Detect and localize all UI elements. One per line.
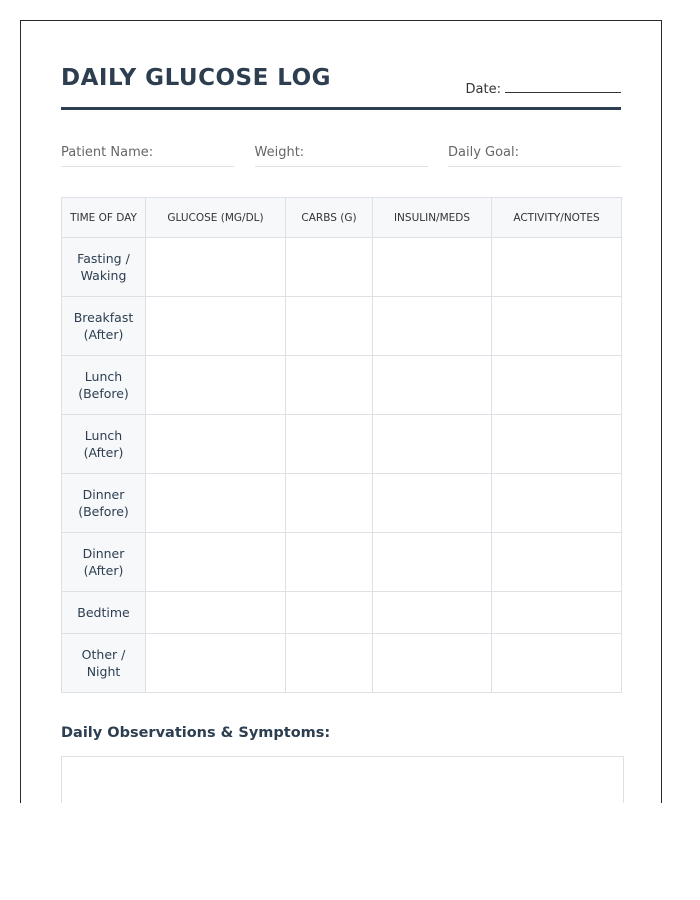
table-row	[62, 356, 622, 415]
column-header-insulin-meds: INSULIN/MEDS	[373, 198, 492, 238]
column-header-time-of-day: TIME OF DAY	[62, 198, 146, 238]
row-label-fasting-waking	[62, 238, 146, 297]
carbs-cell[interactable]	[286, 592, 373, 634]
insulin-meds-cell[interactable]	[373, 356, 492, 415]
row-label-line1: Lunch	[84, 369, 123, 384]
observations-title: Daily Observations & Symptoms:	[61, 725, 331, 741]
row-label-line1: Dinner	[82, 487, 125, 502]
row-label-lunch-after	[62, 415, 146, 474]
activity-notes-cell[interactable]	[492, 297, 622, 356]
row-label-dinner-after	[62, 533, 146, 592]
activity-notes-cell[interactable]	[492, 533, 622, 592]
row-label-line1: Dinner	[82, 546, 125, 561]
row-label-line2: (Before)	[78, 386, 129, 401]
table-row	[62, 634, 622, 693]
table-row	[62, 297, 622, 356]
glucose-cell[interactable]	[146, 474, 286, 533]
glucose-cell[interactable]	[146, 297, 286, 356]
glucose-cell[interactable]	[146, 238, 286, 297]
row-label-line2: (After)	[83, 445, 124, 460]
carbs-cell[interactable]	[286, 297, 373, 356]
activity-notes-cell[interactable]	[492, 356, 622, 415]
carbs-cell[interactable]	[286, 533, 373, 592]
column-header-glucose: GLUCOSE (MG/DL)	[146, 198, 286, 238]
row-label-breakfast-after	[62, 297, 146, 356]
row-label-line2: (After)	[83, 563, 124, 578]
carbs-cell[interactable]	[286, 356, 373, 415]
insulin-meds-cell[interactable]	[373, 297, 492, 356]
column-header-activity-notes: ACTIVITY/NOTES	[492, 198, 622, 238]
activity-notes-cell[interactable]	[492, 238, 622, 297]
glucose-cell[interactable]	[146, 415, 286, 474]
glucose-cell[interactable]	[146, 592, 286, 634]
daily-goal-field[interactable]: Daily Goal:	[448, 145, 621, 167]
row-label-lunch-before	[62, 356, 146, 415]
weight-field[interactable]: Weight:	[255, 145, 428, 167]
carbs-cell[interactable]	[286, 634, 373, 693]
glucose-cell[interactable]	[146, 533, 286, 592]
row-label-line1: Bedtime	[77, 605, 130, 620]
insulin-meds-cell[interactable]	[373, 415, 492, 474]
carbs-cell[interactable]	[286, 415, 373, 474]
glucose-log-table	[61, 197, 622, 693]
row-label-line1: Fasting /	[77, 251, 130, 266]
row-label-other-night	[62, 634, 146, 693]
row-label-bedtime	[62, 592, 146, 634]
carbs-cell[interactable]	[286, 474, 373, 533]
observations-textarea[interactable]	[61, 756, 624, 803]
activity-notes-cell[interactable]	[492, 634, 622, 693]
insulin-meds-cell[interactable]	[373, 592, 492, 634]
date-input-line[interactable]	[505, 81, 621, 93]
page-header	[61, 63, 621, 110]
table-row	[62, 474, 622, 533]
glucose-cell[interactable]	[146, 356, 286, 415]
activity-notes-cell[interactable]	[492, 592, 622, 634]
row-label-line2: Night	[86, 664, 121, 679]
page-title: DAILY GLUCOSE LOG	[61, 65, 332, 91]
row-label-dinner-before	[62, 474, 146, 533]
activity-notes-cell[interactable]	[492, 474, 622, 533]
insulin-meds-cell[interactable]	[373, 533, 492, 592]
activity-notes-cell[interactable]	[492, 415, 622, 474]
insulin-meds-cell[interactable]	[373, 634, 492, 693]
column-header-carbs: CARBS (G)	[286, 198, 373, 238]
patient-name-field[interactable]: Patient Name:	[61, 145, 234, 167]
date-field[interactable]	[466, 81, 621, 97]
patient-info-fields	[61, 145, 621, 167]
table-row	[62, 415, 622, 474]
row-label-line2: (After)	[83, 327, 124, 342]
table-row	[62, 533, 622, 592]
date-label: Date:	[465, 82, 501, 97]
insulin-meds-cell[interactable]	[373, 474, 492, 533]
table-header-row	[62, 198, 622, 238]
row-label-line1: Other /	[81, 647, 126, 662]
carbs-cell[interactable]	[286, 238, 373, 297]
row-label-line1: Breakfast	[73, 310, 134, 325]
row-label-line2: (Before)	[78, 504, 129, 519]
row-label-line2: Waking	[80, 268, 127, 283]
insulin-meds-cell[interactable]	[373, 238, 492, 297]
log-page	[20, 20, 662, 803]
table-row	[62, 592, 622, 634]
row-label-line1: Lunch	[84, 428, 123, 443]
glucose-cell[interactable]	[146, 634, 286, 693]
table-row	[62, 238, 622, 297]
